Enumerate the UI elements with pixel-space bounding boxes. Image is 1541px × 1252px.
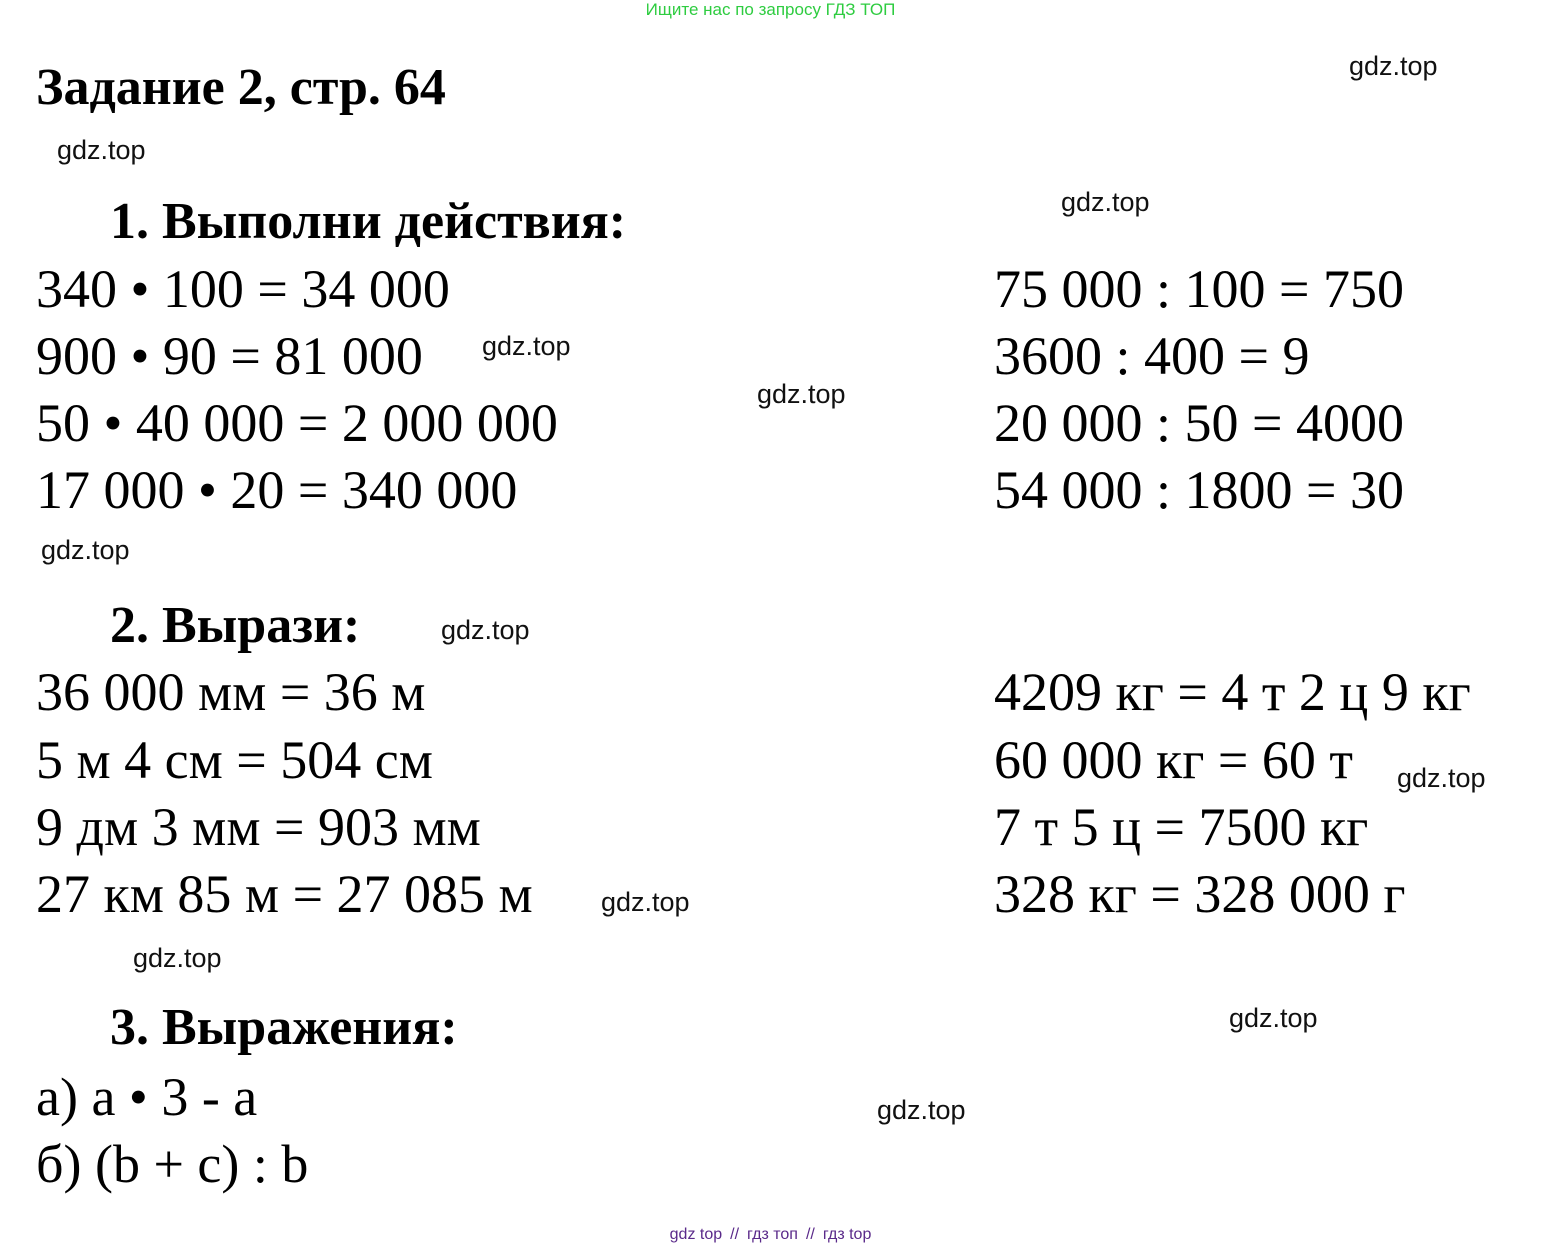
top-search-link[interactable]: Ищите нас по запросу ГДЗ ТОП [645,0,896,19]
section-1-heading: 1. Выполни действия: [110,193,627,250]
watermark: gdz.top [441,615,530,645]
page-title: Задание 2, стр. 64 [36,59,446,116]
watermark: gdz.top [57,135,146,165]
watermark: gdz.top [1229,1003,1318,1033]
watermark: gdz.top [1061,187,1150,217]
expression-line: а) а • 3 - а [36,1067,258,1127]
watermark: gdz.top [757,379,846,409]
equation-line: 54 000 : 1800 = 30 [994,460,1404,520]
section-3-heading: 3. Выражения: [110,999,458,1056]
equation-line: 900 • 90 = 81 000 [36,326,423,386]
equation-line: 17 000 • 20 = 340 000 [36,460,518,520]
equation-line: 50 • 40 000 = 2 000 000 [36,393,558,453]
footer-separator: // [805,1226,815,1243]
conversion-line: 9 дм 3 мм = 903 мм [36,797,481,857]
footer-link[interactable]: gdz top [669,1226,723,1243]
watermark: gdz.top [133,943,222,973]
footer-links [0,1226,1541,1244]
footer-link[interactable]: гдз top [822,1226,872,1243]
watermark: gdz.top [601,887,690,917]
section-2-heading: 2. Вырази: [110,597,361,654]
watermark: gdz.top [1349,51,1438,81]
watermark: gdz.top [1397,763,1486,793]
equation-line: 3600 : 400 = 9 [994,326,1310,386]
conversion-line: 60 000 кг = 60 т [994,730,1353,790]
conversion-line: 4209 кг = 4 т 2 ц 9 кг [994,662,1471,722]
equation-line: 340 • 100 = 34 000 [36,259,450,319]
expression-line: б) (b + с) : b [36,1134,309,1194]
conversion-line: 27 км 85 м = 27 085 м [36,864,533,924]
watermark: gdz.top [482,331,571,361]
conversion-line: 7 т 5 ц = 7500 кг [994,797,1369,857]
equation-line: 20 000 : 50 = 4000 [994,393,1404,453]
conversion-line: 328 кг = 328 000 г [994,864,1406,924]
conversion-line: 36 000 мм = 36 м [36,662,426,722]
footer-separator: // [730,1226,740,1243]
equation-line: 75 000 : 100 = 750 [994,259,1404,319]
conversion-line: 5 м 4 см = 504 см [36,730,433,790]
watermark: gdz.top [877,1095,966,1125]
watermark: gdz.top [41,535,130,565]
footer-link[interactable]: гдз топ [747,1226,798,1243]
